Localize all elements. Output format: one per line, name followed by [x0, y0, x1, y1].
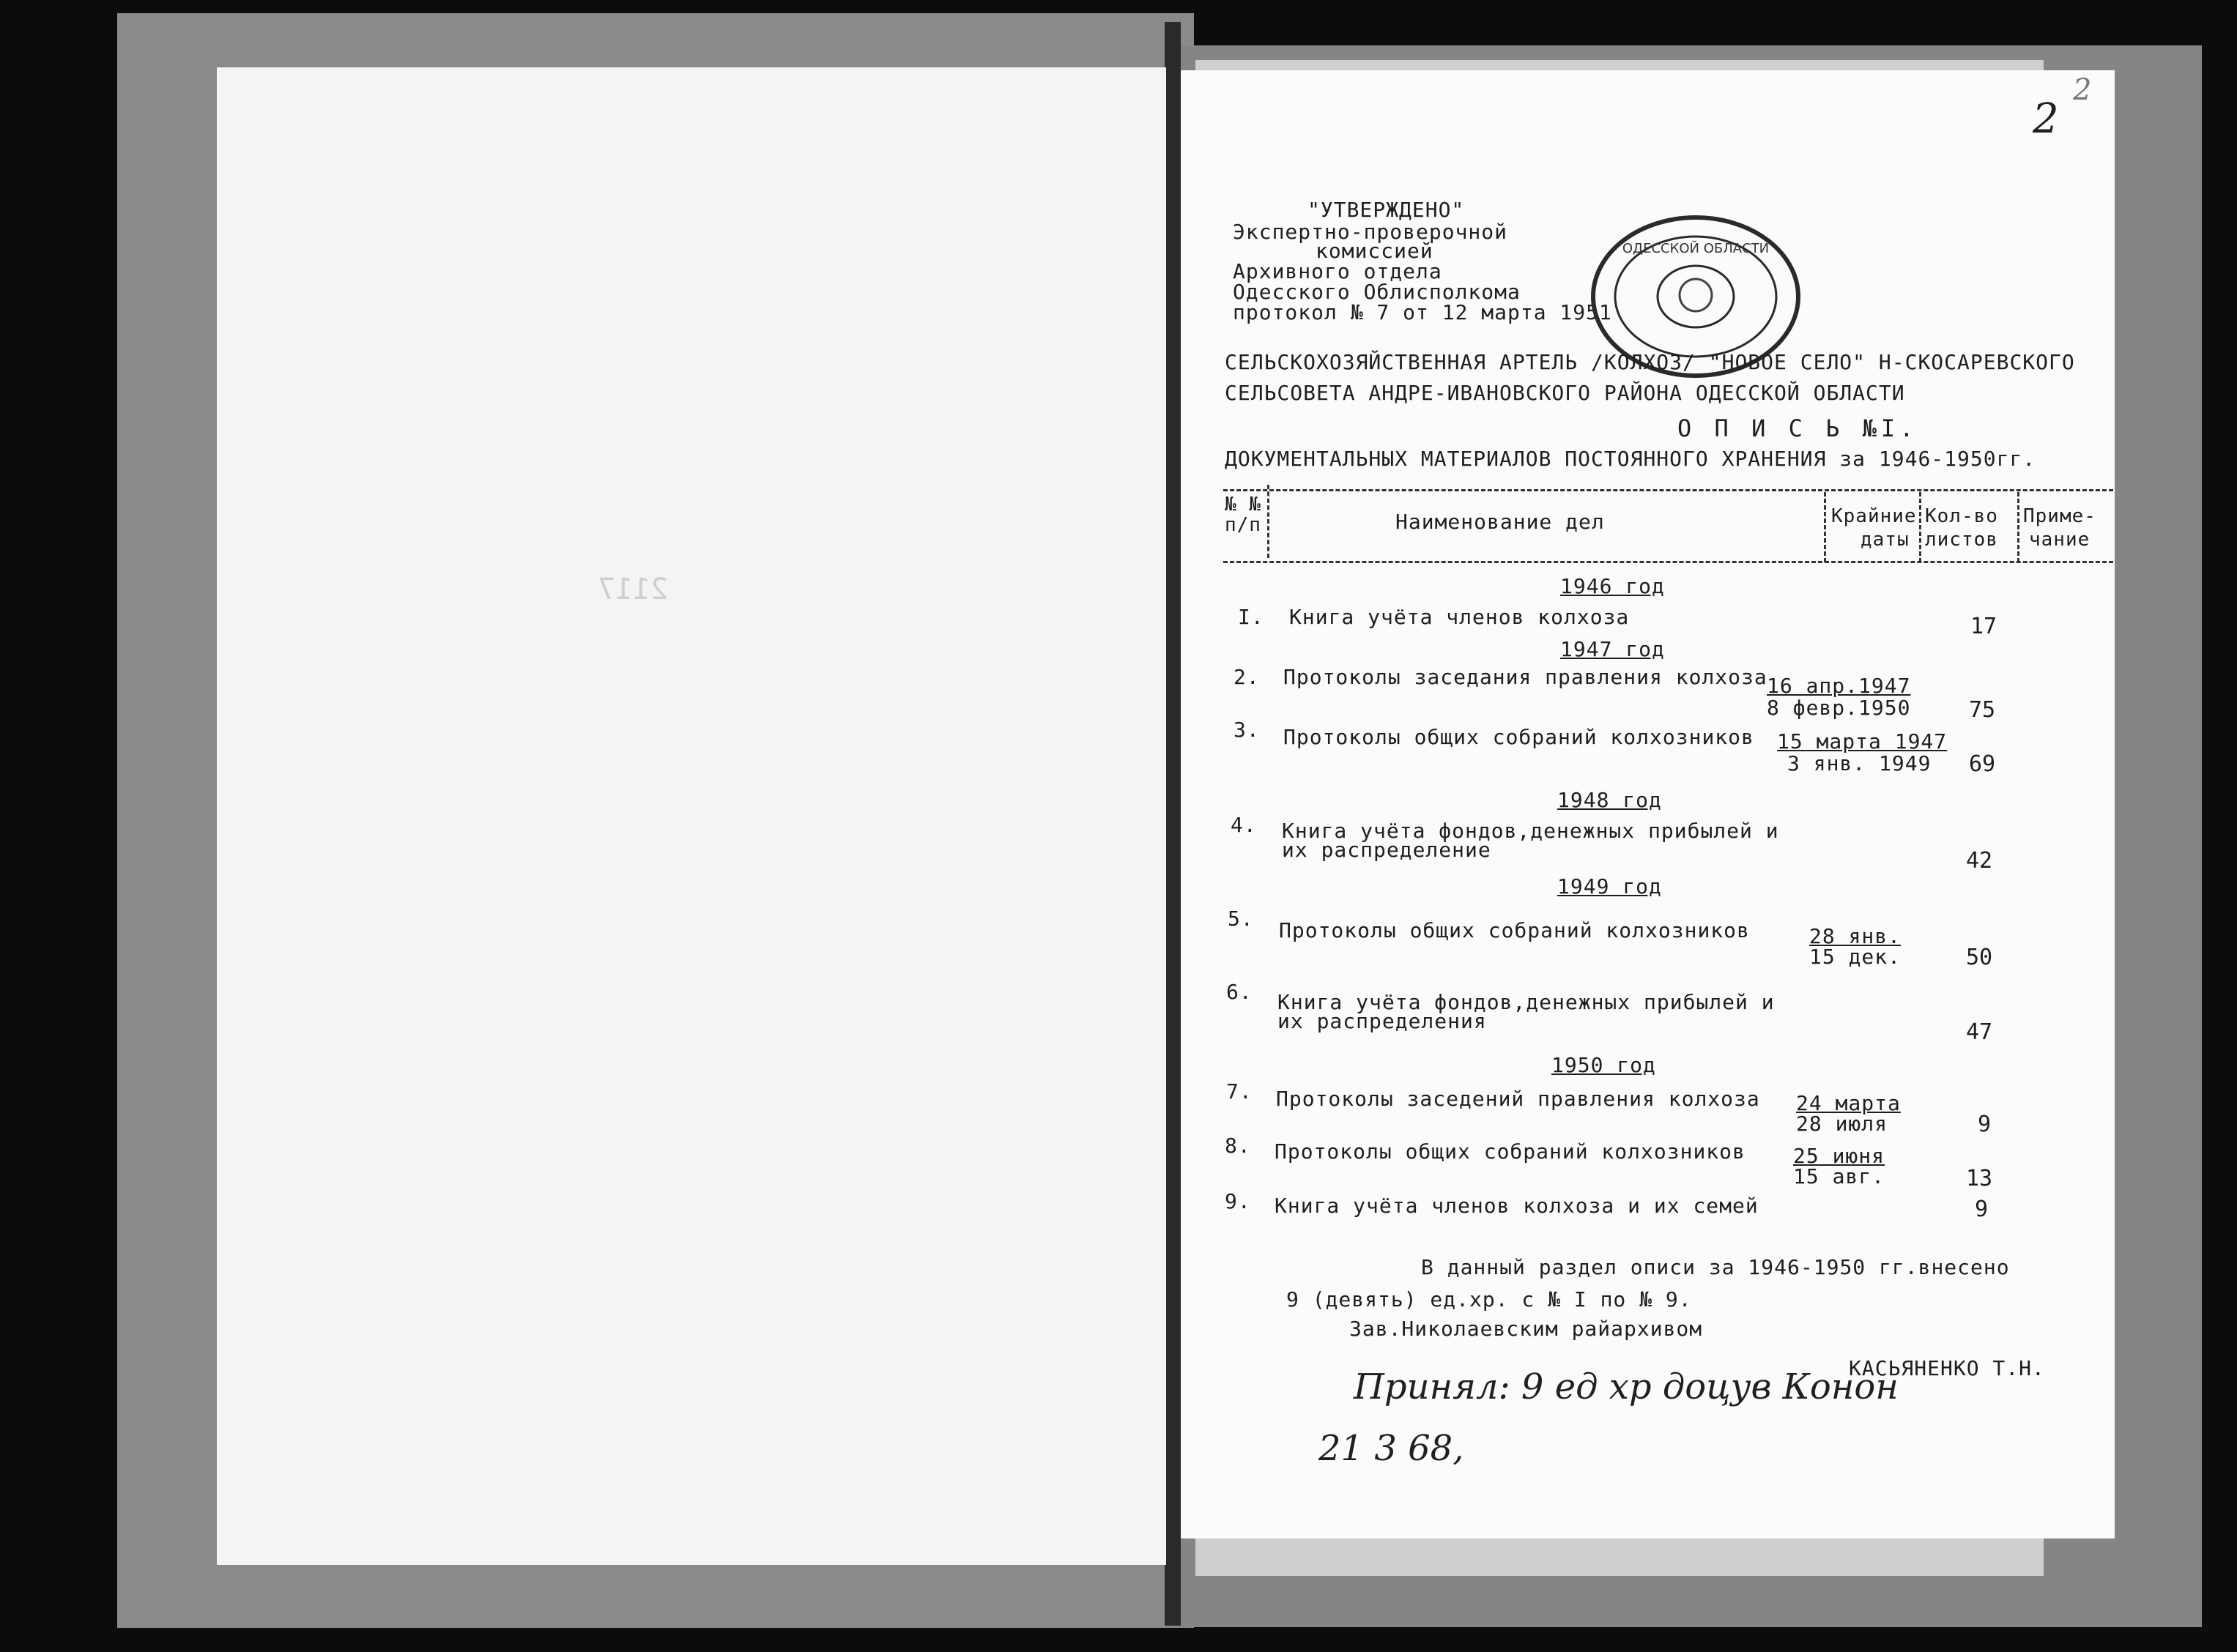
table-header-bottom-rule [1223, 561, 2113, 563]
folder-spine [1165, 22, 1181, 1626]
approval-title: "УТВЕРЖДЕНО" [1307, 198, 1465, 222]
item-name: Протоколы общих собраний колхозников [1275, 1139, 1746, 1164]
col-dates-header: даты [1861, 529, 1910, 551]
item-date-start: 15 марта 1947 [1777, 729, 1948, 754]
column-divider [2017, 492, 2019, 562]
item-sheet-count: 17 [1970, 614, 1997, 639]
footer-summary: В данный раздел описи за 1946-1950 гг.внесено [1421, 1255, 2010, 1279]
item-name-continued: их распределения [1277, 1009, 1487, 1033]
column-divider [1824, 492, 1826, 562]
item-date-end: 28 июля [1796, 1112, 1888, 1136]
header-line-1: СЕЛЬСКОХОЗЯЙСТВЕННАЯ АРТЕЛЬ /КОЛХОЗ/ "НОВОЕ СЕЛО" Н-СКОСАРЕВСКОГО [1225, 350, 2075, 374]
left-blank-page [217, 67, 1166, 1565]
year-heading: 1949 год [1557, 874, 1662, 898]
approval-line: Одесского Облисполкома [1233, 280, 1521, 304]
year-heading: 1947 год [1560, 637, 1665, 661]
item-number: 8. [1225, 1134, 1251, 1158]
footer-summary: 9 (девять) ед.хр. с № I по № 9. [1286, 1287, 1692, 1311]
item-name: Книга учёта фондов,денежных прибылей и [1282, 819, 1779, 843]
col-count-header: Кол-во [1925, 505, 1998, 527]
stamp-text: ОДЕССКОЙ ОБЛАСТИ [1622, 241, 1770, 256]
item-date-end: 3 янв. 1949 [1787, 751, 1932, 775]
item-name: Протоколы общих собраний колхозников [1279, 918, 1750, 942]
handwritten-date: 21 3 68, [1318, 1428, 1464, 1469]
year-heading: 1950 год [1551, 1053, 1656, 1077]
item-sheet-count: 42 [1966, 848, 1993, 874]
item-name: Книга учёта фондов,денежных прибылей и [1277, 990, 1775, 1014]
col-count-header: листов [1925, 529, 1998, 551]
col-num-header: № № [1225, 494, 1261, 516]
item-sheet-count: 47 [1966, 1019, 1993, 1045]
approval-line: Архивного отдела [1233, 259, 1442, 283]
footer-signer: КАСЬЯНЕНКО Т.Н. [1849, 1356, 2045, 1380]
item-number: 3. [1233, 718, 1260, 742]
col-note-header: Приме- [2023, 505, 2096, 527]
header-line-2: СЕЛЬСОВЕТА АНДРЕ-ИВАНОВСКОГО РАЙОНА ОДЕССКОЙ ОБЛАСТИ [1225, 381, 1905, 405]
item-name: Протоколы общих собраний колхозников [1283, 725, 1754, 749]
item-sheet-count: 75 [1969, 697, 1996, 723]
item-name: Книга учёта членов колхоза и их семей [1275, 1194, 1759, 1218]
table-header-top-rule [1223, 489, 2113, 491]
document-subtitle: ДОКУМЕНТАЛЬНЫХ МАТЕРИАЛОВ ПОСТОЯННОГО ХРАНЕНИЯ за 1946-1950гг. [1225, 447, 2036, 471]
year-heading: 1948 год [1557, 788, 1662, 812]
item-number: 7. [1226, 1079, 1253, 1104]
item-number: 4. [1231, 813, 1257, 837]
col-dates-header: Крайние [1831, 505, 1917, 527]
item-sheet-count: 50 [1966, 945, 1993, 970]
item-name-continued: их распределение [1282, 838, 1491, 862]
item-name: Протоколы заседений правления колхоза [1276, 1087, 1760, 1111]
item-date-start: 24 марта [1796, 1091, 1901, 1115]
item-sheet-count: 13 [1966, 1166, 1993, 1191]
item-name: Книга учёта членов колхоза [1289, 605, 1630, 629]
footer-position: Зав.Николаевским райархивом [1349, 1317, 1703, 1341]
year-heading: 1946 год [1560, 574, 1665, 598]
opis-title: О П И С Ь №I. [1677, 414, 1918, 442]
item-number: 6. [1226, 980, 1253, 1004]
item-sheet-count: 9 [1975, 1197, 1989, 1222]
column-divider [1919, 492, 1921, 562]
item-date-start: 25 июня [1793, 1144, 1885, 1168]
approval-line: Экспертно-проверочной [1233, 220, 1508, 244]
item-number: 2. [1233, 665, 1260, 689]
col-note-header: чание [2029, 529, 2091, 551]
item-number: 5. [1228, 907, 1254, 931]
page-number-faint: 2 [2073, 73, 2092, 107]
approval-line: комиссией [1316, 239, 1433, 263]
item-sheet-count: 69 [1969, 751, 1996, 777]
handwritten-note: Принял: 9 ед хр доцув Конон [1354, 1366, 1899, 1407]
item-name: Протоколы заседания правления колхоза [1283, 665, 1767, 689]
col-name-header: Наименование дел [1395, 510, 1605, 534]
item-date-end: 15 дек. [1809, 945, 1902, 969]
col-num-header: п/п [1225, 514, 1261, 536]
page-number: 2 [2033, 95, 2059, 143]
bleed-through-mark: 2117 [598, 573, 669, 606]
column-divider [1267, 485, 1269, 558]
approval-line: протокол № 7 от 12 марта 1951 [1233, 300, 1612, 324]
item-date-end: 15 авг. [1793, 1164, 1885, 1188]
item-date-start: 28 янв. [1809, 924, 1902, 948]
item-number: 9. [1225, 1189, 1251, 1213]
item-sheet-count: 9 [1978, 1112, 1992, 1137]
item-date-end: 8 февр.1950 [1767, 696, 1911, 720]
item-date-start: 16 апр.1947 [1767, 674, 1911, 698]
item-number: I. [1238, 605, 1264, 629]
